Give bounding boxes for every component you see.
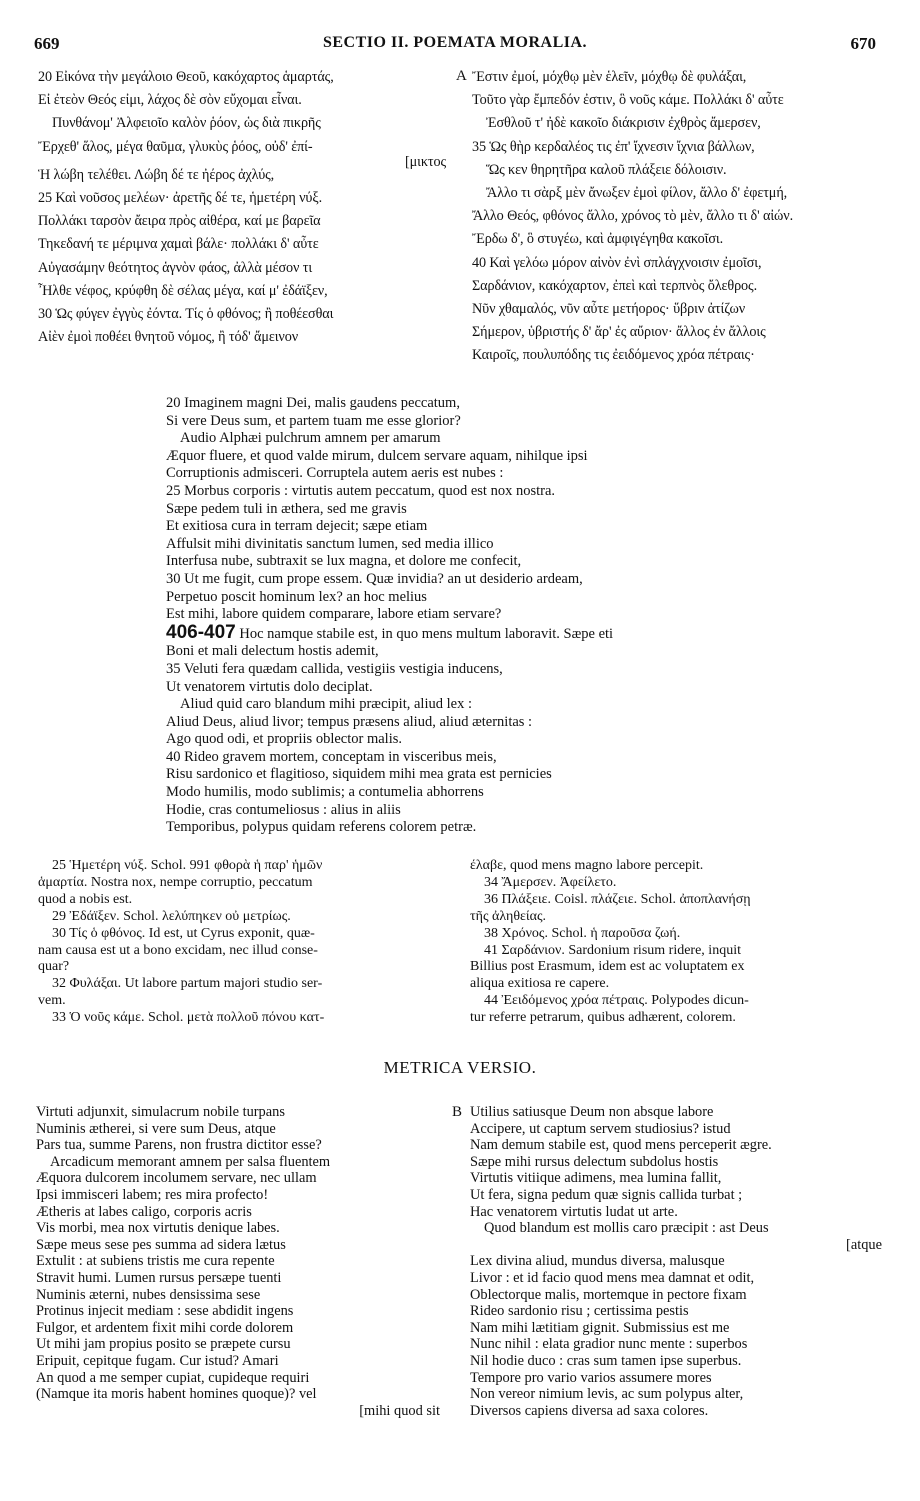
- greek-line: Ἐσθλοῦ τ' ἠδὲ κακοῖο διάκρισιν ἐχθρὸς ἄμερσεν,: [486, 115, 761, 132]
- note-line: vem.: [38, 993, 66, 1009]
- metrica-versio-heading: METRICA VERSIO.: [383, 1058, 537, 1077]
- metrica-column-left: [36, 1104, 444, 1419]
- metrica-line: Nunc nihil : elata gradior nunc mente : superbos: [470, 1336, 748, 1353]
- note-line: 25 Ἡμετέρη νύξ. Schol. 991 φθορὰ ἡ παρ' ἡμῶν: [52, 858, 323, 873]
- latin-line: Sæpe pedem tuli in æthera, sed me gravis: [166, 500, 407, 517]
- greek-line: Ἔρδω δ', ὃ στυγέω, καὶ ἀμφιγέγηθα κακοῖσι.: [472, 231, 724, 248]
- metrica-line: Fulgor, et ardentem fixit mihi corde dolorem: [36, 1319, 294, 1336]
- greek-line: 25 Καὶ νοῦσος μελέων· ἀρετῆς δέ τε, ἡμετέρη νύξ.: [38, 190, 323, 207]
- latin-line: Si vere Deus sum, et partem tuam me esse glorior?: [166, 412, 461, 429]
- metrica-line: (Namque ita moris habent homines quoque)? vel: [36, 1386, 317, 1403]
- note-line: τῆς ἀληθείας.: [470, 908, 547, 924]
- latin-line: Ago quod odi, et propriis oblector malis.: [166, 731, 402, 748]
- note-line: quod a nobis est.: [38, 891, 133, 907]
- latin-line: Est mihi, labore quidem comparare, labore etiam servare?: [166, 606, 502, 623]
- latin-line: Temporibus, polypus quidam referens colorem petræ.: [166, 819, 477, 836]
- metrica-line: Diversos capiens diversa ad saxa colores.: [470, 1402, 709, 1419]
- metrica-line: Extulit : at subiens tristis me cura repente: [36, 1253, 275, 1270]
- metrica-line-continuation: [mihi quod sit: [359, 1402, 440, 1419]
- column-marker-a: A: [456, 68, 467, 84]
- note-line: 30 Τίς ὁ φθόνος. Id est, ut Cyrus exponit, quæ-: [52, 925, 315, 941]
- column-marker-b: B: [452, 1104, 463, 1120]
- greek-line: Ἄλλο τι σὰρξ μὲν ἄνωξεν ἐμοὶ φίλον, ἄλλο δ' ἐφετμή,: [486, 185, 788, 202]
- metrica-line: Numinis æterni, nubes densissima sese: [36, 1286, 261, 1303]
- metrica-line: Nil hodie duco : cras sum tamen ipse superbus.: [470, 1352, 742, 1369]
- latin-line-text: Hoc namque stabile est, in quo mens multum laboravit. Sæpe eti: [239, 625, 614, 642]
- metrica-line: Vis morbi, mea nox virtutis denique labes.: [36, 1220, 280, 1237]
- latin-line: 35 Veluti fera quædam callida, vestigiis vestigia inducens,: [166, 660, 503, 677]
- note-line: tur referre petrarum, quibus adhærent, colorem.: [470, 1010, 736, 1026]
- latin-line: 40 Rideo gravem mortem, conceptam in visceribus meis,: [166, 748, 497, 765]
- metrica-line: Pars tua, summe Parens, non frustra dictitor esse?: [36, 1137, 322, 1154]
- note-line: 34 Ἄμερσεν. Ἀφείλετο.: [484, 874, 617, 890]
- note-line: quar?: [38, 959, 70, 975]
- metrica-line: Lex divina aliud, mundus diversa, malusque: [470, 1253, 725, 1270]
- metrica-line: Sæpe meus sese pes summa ad sidera lætus: [36, 1236, 286, 1253]
- running-title: SECTIO II. POEMATA MORALIA.: [322, 34, 588, 51]
- page-number-right: 670: [850, 34, 876, 53]
- greek-line: Καιροῖς, πουλυπόδης τις ἐειδόμενος χρόα πέτραις·: [472, 347, 755, 364]
- greek-line-continuation: [μικτος: [404, 154, 446, 169]
- greek-line: Ἦλθε νέφος, κρύφθη δὲ σέλας μέγα, καί μ' ἐδάϊξεν,: [38, 282, 328, 299]
- metrica-line: Virtuti adjunxit, simulacrum nobile turpans: [36, 1104, 285, 1120]
- greek-line: Πολλάκι ταρσὸν ἄειρα πρὸς αἰθέρα, καί με βαρεῖα: [38, 213, 321, 230]
- latin-line: 25 Morbus corporis : virtutis autem peccatum, quod est nox nostra.: [166, 482, 556, 499]
- metrica-line-continuation: [atque: [846, 1236, 882, 1253]
- note-line: 41 Σαρδάνιον. Sardonium risum ridere, inquit: [484, 942, 741, 958]
- metrica-line: Non vereor nimium levis, ac sum polypus alter,: [470, 1386, 744, 1403]
- metrica-line: Livor : et id facio quod mens mea damnat et odit,: [470, 1269, 755, 1286]
- metrica-line: Oblectorque malis, mortemque in pectore fixam: [470, 1286, 747, 1303]
- page-number-left: 669: [34, 34, 60, 53]
- latin-line: Æquor fluere, et quod valde mirum, dulcem servare aquam, nihilque ipsi: [166, 447, 588, 464]
- latin-translation: [166, 395, 806, 837]
- greek-line: Ὥς κεν θηρητῆρα καλοῦ πλάξειε δόλοισιν.: [486, 161, 727, 178]
- latin-line: Ut venatorem virtutis dolo deciplat.: [166, 678, 373, 695]
- note-line: ἁμαρτία. Nostra nox, nempe corruptio, peccatum: [38, 874, 313, 890]
- note-line: Billius post Erasmum, idem est ac voluptatem ex: [470, 959, 745, 975]
- metrica-line: Ipsi immisceri labem; res mira profecto!: [36, 1186, 269, 1203]
- greek-line: 40 Καὶ γελόω μόρον αἰνὸν ἐνὶ σπλάγχνοισιν ἐμοῖσι,: [472, 254, 762, 271]
- greek-line: Ἄλλο Θεός, φθόνος ἄλλο, χρόνος τὸ μὲν, ἄλλο τι δ' αἰών.: [472, 208, 794, 225]
- greek-line: Αὐγασάμην θεότητος ἁγνὸν φάος, ἀλλὰ μέσον τι: [38, 259, 313, 276]
- greek-line: 30 Ὡς φύγεν ἐγγὺς ἐόντα. Τίς ὁ φθόνος; ἢ ποθέεσθαι: [38, 306, 334, 323]
- latin-line: Aliud Deus, aliud livor; tempus præsens aliud, aliud æternitas :: [166, 713, 533, 730]
- notes-column-right: [470, 858, 886, 1027]
- greek-line: Εἰ ἐτεὸν Θεός εἰμι, λάχος δὲ σὸν εὔχομαι εἶναι.: [38, 92, 302, 109]
- metrica-line: Utilius satiusque Deum non absque labore: [470, 1104, 714, 1120]
- latin-line: 30 Ut me fugit, cum prope essem. Quæ invidia? an ut desiderio ardeam,: [166, 570, 583, 587]
- note-line: 33 Ὁ νοῦς κάμε. Schol. μετὰ πολλοῦ πόνου κατ-: [52, 1010, 325, 1026]
- greek-line: 20 Εἰκόνα τὴν μεγάλοιο Θεοῦ, κακόχαρτος ἁμαρτάς,: [38, 69, 334, 85]
- metrica-line: Accipere, ut captum servem studiosius? istud: [470, 1120, 731, 1137]
- metrica-line: Rideo sardonio risu ; certissima pestis: [470, 1303, 689, 1320]
- note-line: 38 Χρόνος. Schol. ἡ παροῦσα ζωή.: [484, 925, 681, 941]
- latin-line-with-pagenum: [166, 624, 806, 644]
- latin-line: Perpetuo poscit hominum lex? an hoc melius: [166, 588, 427, 605]
- metrica-line: Quod blandum est mollis caro præcipit : ast Deus: [484, 1220, 769, 1237]
- latin-line: Et exitiosa cura in terram dejecit; sæpe etiam: [166, 518, 428, 535]
- metrica-line: Tempore pro vario varios assumere mores: [470, 1369, 712, 1386]
- greek-line: Ἔρχεθ' ἅλος, μέγα θαῦμα, γλυκὺς ῥόος, οὐδ' ἐπί-: [38, 138, 313, 155]
- greek-line: Νῦν χθαμαλός, νῦν αὖτε μετήορος· ὕβριν ἀτίζων: [472, 301, 746, 318]
- metrica-line: Ut mihi jam propius posito se præpete cursu: [36, 1336, 291, 1353]
- greek-line: 35 Ὡς θὴρ κερδαλέος τις ἐπ' ἴχνεσιν ἴχνια βάλλων,: [472, 138, 755, 155]
- metrica-line: Sæpe mihi rursus delectum subdolus hostis: [470, 1153, 719, 1170]
- note-line: έλαβε, quod mens magno labore percepit.: [470, 858, 704, 873]
- latin-line: Aliud quid caro blandum mihi præcipit, aliud lex :: [180, 696, 472, 713]
- metrica-line: Nam demum stabile est, quod mens perceperit ægre.: [470, 1137, 772, 1154]
- latin-line: Modo humilis, modo sublimis; a contumelia abhorrens: [166, 784, 484, 801]
- notes-column-left: [38, 858, 450, 1027]
- greek-line: Σαρδάνιον, κακόχαρτον, ἐπεὶ καὶ τερπνὸς ὄλεθρος.: [472, 277, 758, 294]
- latin-line: Risu sardonico et flagitioso, siquidem mihi mea grata est pernicies: [166, 766, 552, 783]
- metrica-line: Arcadicum memorant amnem per salsa fluentem: [50, 1153, 331, 1170]
- greek-line: Τηκεδανή τε μέριμνα χαμαὶ βάλε· πολλάκι δ' αὖτε: [38, 236, 319, 253]
- greek-column-right: [472, 66, 884, 368]
- latin-line: Hodie, cras contumeliosus : alius in aliis: [166, 801, 401, 818]
- metrica-line: Æquora dulcorem incolumem servare, nec ullam: [36, 1170, 317, 1187]
- latin-line: Boni et mali delectum hostis ademit,: [166, 643, 379, 660]
- page-reference-number: 406-407: [166, 623, 236, 643]
- note-line: nam causa est ut a bono excidam, nec illud conse-: [38, 942, 318, 958]
- greek-line: Αἰὲν ἐμοὶ ποθέει θνητοῦ νόμος, ἢ τόδ' ἄμεινον: [38, 329, 299, 346]
- latin-line: 20 Imaginem magni Dei, malis gaudens peccatum,: [166, 395, 460, 411]
- metrica-line: An quod a me semper cupiat, cupideque requiri: [36, 1369, 310, 1386]
- metrica-line: Eripuit, cepitque fugam. Cur istud? Amari: [36, 1352, 279, 1369]
- greek-line: Ἡ λώβη τελέθει. Λώβη δέ τε ἠέρος ἀχλύς,: [38, 166, 275, 183]
- metrica-line: Protinus injecit mediam : sese abdidit ingens: [36, 1303, 294, 1320]
- greek-column-left: [38, 66, 450, 349]
- latin-line: Audio Alphæi pulchrum amnem per amarum: [180, 430, 441, 447]
- note-line: 32 Φυλάξαι. Ut labore partum majori studio ser-: [52, 976, 323, 992]
- greek-line: Πυνθάνομ' Ἀλφειοῖο καλὸν ῥόον, ὡς διὰ πικρῆς: [52, 115, 321, 132]
- metrica-line: Nam mihi lætitiam gignit. Submissius est me: [470, 1319, 730, 1336]
- metrica-line: Numinis ætherei, si vere sum Deus, atque: [36, 1120, 276, 1137]
- metrica-line: Stravit humi. Lumen rursus persæpe tuenti: [36, 1269, 282, 1286]
- metrica-line: Ætheris at labes caligo, corporis acris: [36, 1203, 252, 1220]
- latin-line: Affulsit mihi divinitatis sanctum lumen, sed media illico: [166, 535, 494, 552]
- metrica-line: Virtutis vitiique adimens, mea lumina fallit,: [470, 1170, 722, 1187]
- greek-line: Τοῦτο γὰρ ἔμπεδόν ἐστιν, ὃ νοῦς κάμε. Πολλάκι δ' αὖτε: [472, 92, 784, 109]
- note-line: aliqua exitiosa re capere.: [470, 976, 610, 992]
- metrica-column-right: [470, 1104, 886, 1419]
- greek-line: Ἔστιν ἐμοί, μόχθῳ μὲν ἑλεῖν, μόχθῳ δὲ φυλάξαι,: [472, 69, 747, 85]
- latin-line: Corruptionis admisceri. Corruptela autem aeris est nubes :: [166, 465, 504, 482]
- note-line: 29 Ἐδάϊξεν. Schol. λελύπηκεν οὐ μετρίως.: [52, 908, 291, 924]
- note-line: 36 Πλάξειε. Coisl. πλάζειε. Schol. ἀποπλανήσῃ: [484, 891, 751, 907]
- metrica-line: Ut fera, signa pedum quæ signis callida turbat ;: [470, 1186, 743, 1203]
- note-line: 44 Ἐειδόμενος χρόα πέτραις. Polypodes dicun-: [484, 993, 749, 1009]
- metrica-line: Hac venatorem virtutis ludat ut arte.: [470, 1203, 678, 1220]
- latin-line: Interfusa nube, subtraxit se lux magna, et dolore me confecit,: [166, 553, 522, 570]
- page-header: [34, 34, 876, 60]
- greek-line: Σήμερον, ὑβριστής δ' ἄρ' ἐς αὔριον· ἄλλος ἐν ἄλλοις: [472, 324, 766, 341]
